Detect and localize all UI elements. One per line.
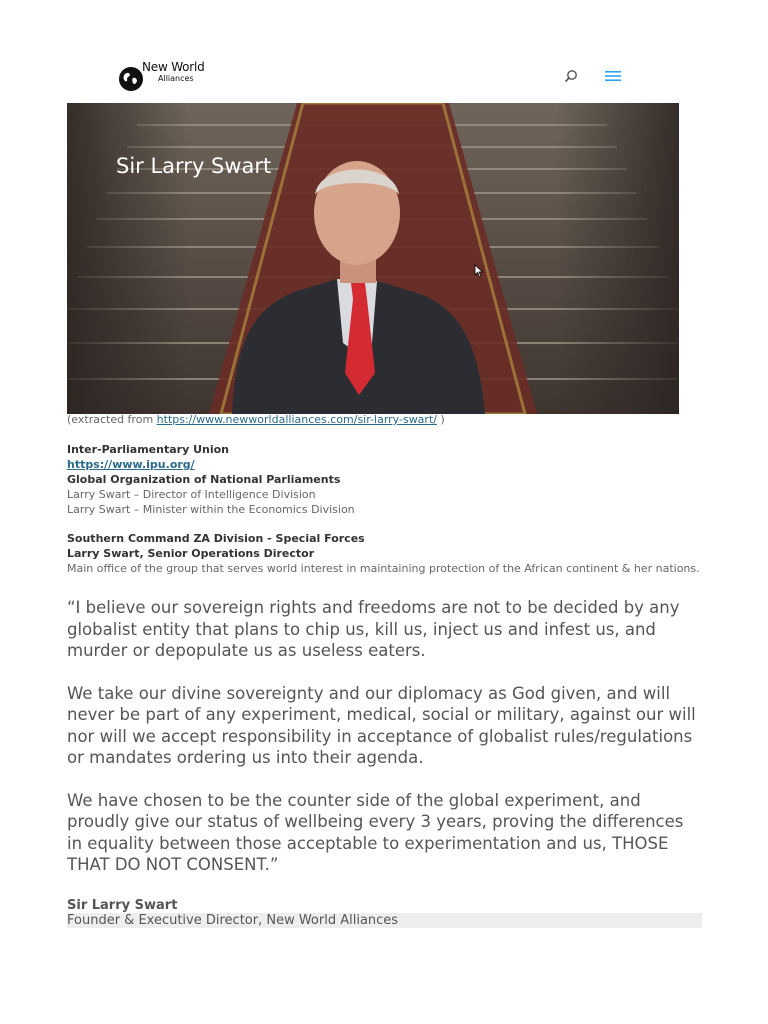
signature-name: Sir Larry Swart [67, 898, 178, 913]
quote-paragraph: We have chosen to be the counter side of the global experiment, and proudly give our status of wellbeing every 3 years, proving the differences in equality between those acceptable to experimentation and us, THOSE THAT DO NOT CONSENT.” [67, 790, 684, 874]
logo-text-primary: New World [142, 60, 205, 74]
source-line [67, 412, 707, 427]
hero-banner [67, 103, 679, 414]
ipu-link[interactable]: https://www.ipu.org/ [67, 458, 195, 471]
quote-paragraph: “I believe our sovereign rights and freedoms are not to be decided by any globalist entity that plans to chip us, kill us, inject us and infest us, and murder or depopulate us as useless eaters. [67, 598, 680, 660]
logo-text-secondary: Alliances [158, 74, 194, 83]
site-header [0, 0, 768, 103]
signature-block [67, 898, 707, 928]
command-heading: Southern Command ZA Division - Special Forces [67, 532, 365, 545]
source-prefix: (extracted from [67, 413, 157, 426]
search-icon[interactable] [563, 68, 579, 84]
signature-title: Founder & Executive Director, New World Alliances [67, 913, 702, 928]
source-link[interactable]: https://www.newworldalliances.com/sir-larry-swart/ [156, 413, 437, 426]
quote-paragraph: We take our divine sovereignty and our diplomacy as God given, and will never be part of any experiment, medical, social or military, against our will nor will we accept responsibility in acceptance of globalist rules/regulations or mandates ordering us into their agenda. [67, 683, 696, 767]
quote-block [67, 597, 697, 897]
ipu-role-2: Larry Swart – Minister within the Economics Division [67, 503, 355, 516]
command-description: Main office of the group that serves world interest in maintaining protection of the African continent & her nations. [67, 562, 700, 575]
hero-photo [67, 103, 679, 414]
globe-icon [118, 66, 144, 92]
ipu-block [67, 442, 707, 517]
ipu-subtitle: Global Organization of National Parliaments [67, 473, 341, 486]
hero-title: Sir Larry Swart [116, 154, 272, 178]
southern-command-block [67, 531, 707, 576]
site-logo[interactable] [118, 60, 218, 94]
command-role: Larry Swart, Senior Operations Director [67, 547, 315, 560]
ipu-role-1: Larry Swart – Director of Intelligence Division [67, 488, 316, 501]
hamburger-menu-icon[interactable] [604, 68, 622, 84]
source-suffix: ) [436, 413, 445, 426]
mouse-cursor-icon [474, 264, 484, 278]
ipu-heading: Inter-Parliamentary Union [67, 443, 229, 456]
